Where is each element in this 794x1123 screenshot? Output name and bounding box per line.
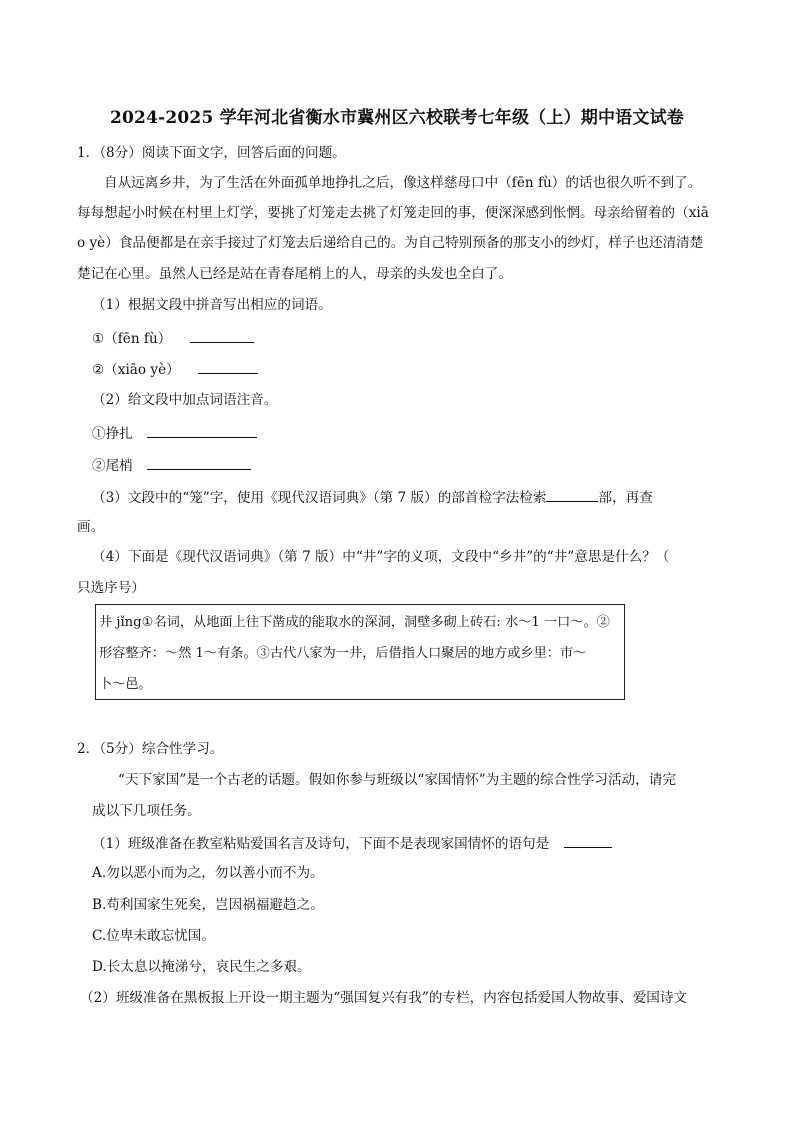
dictionary-line-3: 卜～邑。 (99, 677, 152, 692)
q1-sub4: （4）下面是《现代汉语词典》（第 7 版）中“井”字的义项，文段中“乡井”的“井”意思是什么？（ (92, 549, 670, 565)
q1-sub2-item-b (92, 455, 251, 475)
q1-sub1-item-a (92, 328, 254, 348)
q1-sub2-item-b-label: ②尾梢 (92, 458, 133, 474)
option-d: D.长太息以掩涕兮，哀民生之多艰。 (92, 959, 311, 975)
q2-sub1 (92, 833, 612, 853)
q1-sub4-cont: 只选序号） (77, 580, 145, 596)
option-a: A.勿以恶小而为之，勿以善小而不为。 (92, 865, 324, 881)
q1-sub2-item-a-label: ①挣扎 (92, 426, 133, 442)
q1-sub1-item-a-label: ①（fēn fù） (92, 331, 172, 347)
q2-sub1-text: （1）班级准备在教室粘贴爱国名言及诗句，下面不是表现家国情怀的语句是 (92, 836, 550, 852)
answer-blank[interactable] (198, 359, 258, 374)
q1-header: 1．（8分）阅读下面文字，回答后面的问题。 (77, 145, 346, 161)
q1-sub3 (92, 487, 653, 507)
q1-passage-line-3: o yè）食品便都是在亲手接过了灯笼去后递给自己的。为自己特别预备的那支小的纱灯，样子也还清清楚 (77, 235, 704, 251)
q1-passage-line-2: 每每想起小时候在村里上灯学，要挑了灯笼走去挑了灯笼走回的事，便深深感到怅惘。母亲给留着的（xiā (77, 205, 709, 221)
q2-intro-line-2: 成以下几项任务。 (92, 803, 201, 819)
answer-blank[interactable] (190, 328, 254, 343)
q2-header: 2．（5分）综合性学习。 (77, 741, 224, 757)
q1-passage-line-1: 自从远离乡井，为了生活在外面孤单地挣扎之后，像这样慈母口中（fēn fù）的话也很久听不到了。 (104, 175, 702, 191)
answer-blank[interactable] (147, 423, 257, 438)
q1-passage-line-4: 楚记在心里。虽然人已经是站在青春尾梢上的人，母亲的头发也全白了。 (77, 266, 512, 282)
q2-sub2: （2）班级准备在黑板报上开设一期主题为“强国复兴有我”的专栏，内容包括爱国人物故事、爱国诗文 (80, 990, 688, 1006)
q1-sub1: （1）根据文段中拼音写出相应的词语。 (92, 297, 332, 313)
option-c: C.位卑未敢忘忧国。 (92, 928, 215, 944)
answer-blank[interactable] (564, 833, 612, 848)
q1-sub3-text-c: 画。 (77, 519, 105, 535)
dictionary-line-1: 井 jǐng①名词，从地面上往下凿成的能取水的深洞，洞壁多砌上砖石: 水～1 一口～。② (99, 615, 610, 630)
dictionary-line-2: 形容整齐：～然 1～有条。③古代八家为一井，后借指人口聚居的地方或乡里：市～ (99, 646, 587, 661)
q1-sub1-item-b (92, 359, 258, 379)
q1-sub3-text-b: 部，再查 (598, 490, 653, 506)
option-b: B.苟利国家生死矣，岂因祸福避趋之。 (92, 897, 324, 913)
q1-sub2-item-a (92, 423, 257, 443)
q1-sub2: （2）给文段中加点词语注音。 (92, 392, 278, 408)
q2-intro-line-1: “天下家国”是一个古老的话题。假如你参与班级以“家国情怀”为主题的综合性学习活动，请完 (118, 772, 676, 788)
answer-blank[interactable] (147, 455, 251, 470)
q1-sub1-item-b-label: ②（xiāo yè） (92, 362, 180, 378)
answer-blank[interactable] (546, 487, 598, 502)
q1-sub3-text-a: （3）文段中的“笼”字，使用《现代汉语词典》（第 7 版）的部首检字法检索 (92, 490, 547, 506)
page-title: 2024-2025 学年河北省衡水市冀州区六校联考七年级（上）期中语文试卷 (109, 108, 684, 128)
